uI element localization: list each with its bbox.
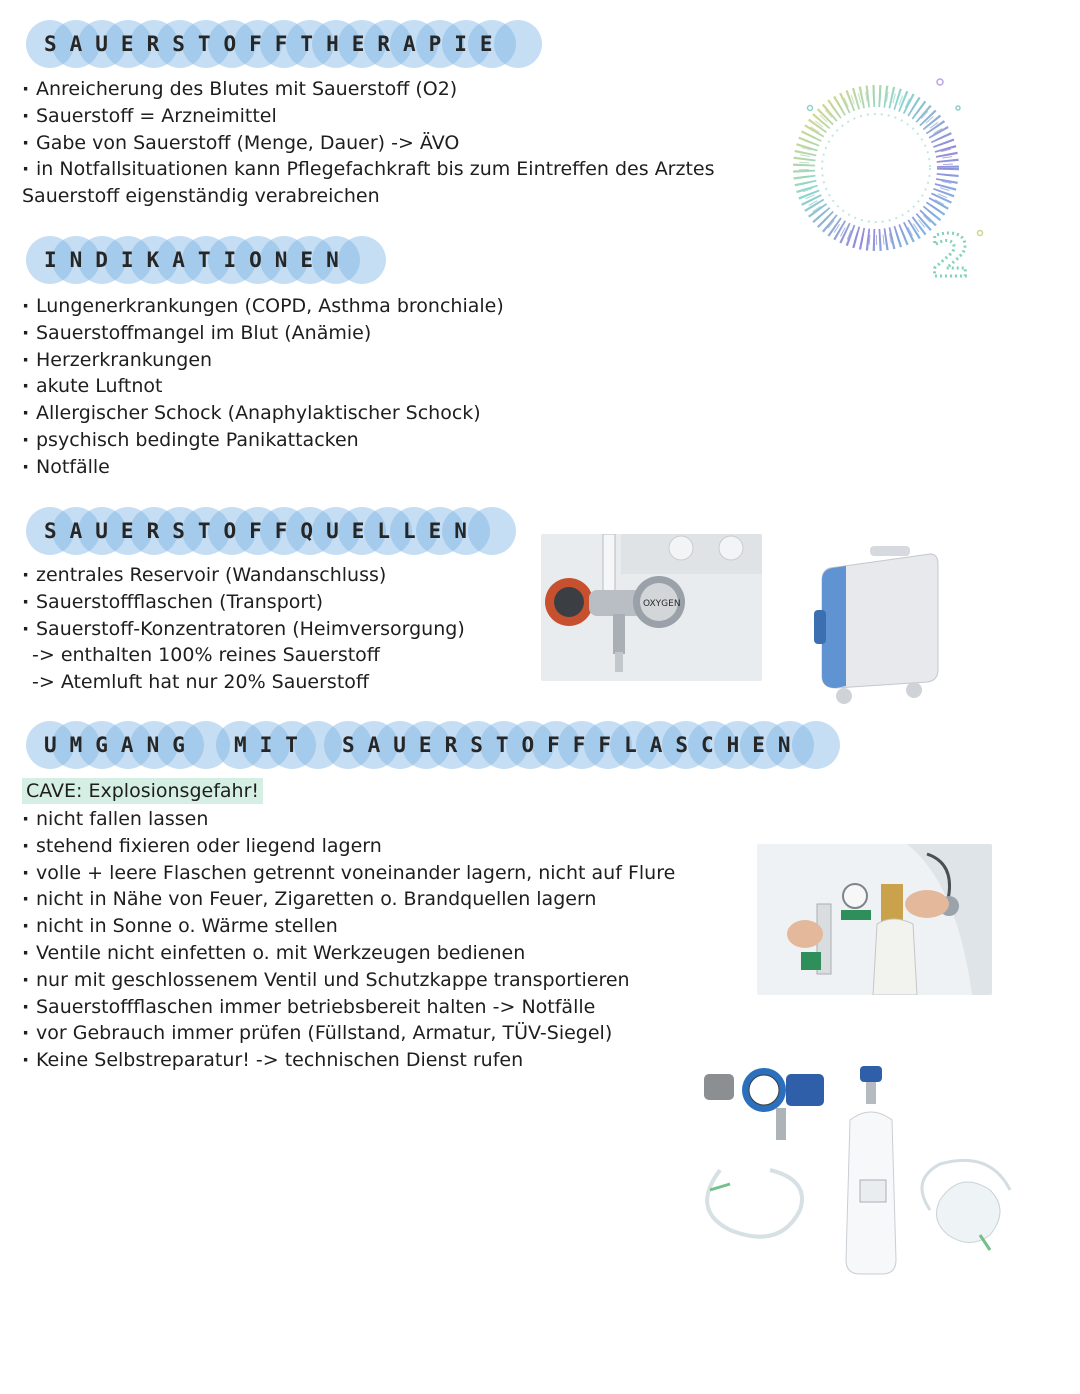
- cave-warning: CAVE: Explosionsgefahr!: [22, 778, 263, 804]
- list-item: · Sauerstoffflaschen (Transport): [22, 589, 465, 616]
- list-item-continuation: Sauerstoff eigenständig verabreichen: [22, 185, 380, 208]
- heading-word-mit: MIT: [234, 733, 311, 757]
- quellen-list: [22, 562, 465, 696]
- heading-word-sauerstoffflaschen: SAUERSTOFFFLASCHEN: [342, 733, 804, 757]
- list-item: · in Notfallsituationen kann Pflegefachkraft bis zum Eintreffen des Arztes: [22, 156, 715, 183]
- list-item-note: -> Atemluft hat nur 20% Sauerstoff: [32, 671, 369, 694]
- oxygen-equipment-set-photo: [690, 1060, 1030, 1280]
- list-item: · Ventile nicht einfetten o. mit Werkzeugen bedienen: [22, 940, 675, 967]
- nurse-cylinder-photo: [757, 844, 992, 995]
- list-item: · nur mit geschlossenem Ventil und Schutzkappe transportieren: [22, 967, 675, 994]
- list-item-note: -> enthalten 100% reines Sauerstoff: [32, 644, 380, 667]
- list-item: · Lungenerkrankungen (COPD, Asthma bronchiale): [22, 293, 504, 320]
- list-item: · Sauerstoffmangel im Blut (Anämie): [22, 320, 504, 347]
- heading-text: SAUERSTOFFQUELLEN: [44, 519, 480, 543]
- list-item: · nicht in Sonne o. Wärme stellen: [22, 913, 675, 940]
- list-item: · Gabe von Sauerstoff (Menge, Dauer) -> ÄVO: [22, 130, 715, 157]
- heading-sauerstoffquellen: [26, 507, 480, 555]
- list-item: · Allergischer Schock (Anaphylaktischer Schock): [22, 400, 504, 427]
- o2-bubble-logo: [780, 68, 1010, 298]
- oxygen-concentrator-photo: [800, 540, 950, 715]
- list-item: · Herzerkrankungen: [22, 347, 504, 374]
- list-item: · Notfälle: [22, 454, 504, 481]
- list-item: · Sauerstoffflaschen immer betriebsbereit halten -> Notfälle: [22, 994, 675, 1021]
- list-item: · stehend fixieren oder liegend lagern: [22, 833, 675, 860]
- oxygen-label: OXYGEN: [643, 599, 681, 609]
- list-item: · psychisch bedingte Panikattacken: [22, 427, 504, 454]
- heading-indikationen: [26, 236, 352, 284]
- heading-sauerstoffflaschen: [324, 721, 804, 769]
- list-item: · Anreicherung des Blutes mit Sauerstoff (O2): [22, 76, 715, 103]
- umgang-list: [22, 806, 675, 1074]
- heading-word-umgang: UMGANG: [44, 733, 198, 757]
- heading-text: INDIKATIONEN: [44, 248, 352, 272]
- indikationen-list: [22, 293, 504, 481]
- list-item: · nicht fallen lassen: [22, 806, 675, 833]
- heading-sauerstofftherapie: [26, 20, 506, 68]
- list-item: · Sauerstoff-Konzentratoren (Heimversorgung): [22, 616, 465, 643]
- list-item: · nicht in Nähe von Feuer, Zigaretten o. Brandquellen lagern: [22, 886, 675, 913]
- therapie-list: [22, 76, 715, 210]
- list-item: · akute Luftnot: [22, 373, 504, 400]
- heading-text: SAUERSTOFFTHERAPIE: [44, 32, 506, 56]
- list-item: · volle + leere Flaschen getrennt voneinander lagern, nicht auf Flure: [22, 860, 675, 887]
- list-item: · vor Gebrauch immer prüfen (Füllstand, Armatur, TÜV-Siegel): [22, 1020, 675, 1047]
- list-item: · Keine Selbstreparatur! -> technischen Dienst rufen: [22, 1047, 675, 1074]
- list-item: · zentrales Reservoir (Wandanschluss): [22, 562, 465, 589]
- wall-outlet-photo: [541, 534, 762, 681]
- heading-umgang: [26, 721, 198, 769]
- list-item: · Sauerstoff = Arzneimittel: [22, 103, 715, 130]
- heading-mit: [216, 721, 311, 769]
- o2-subscript: 2: [930, 222, 971, 290]
